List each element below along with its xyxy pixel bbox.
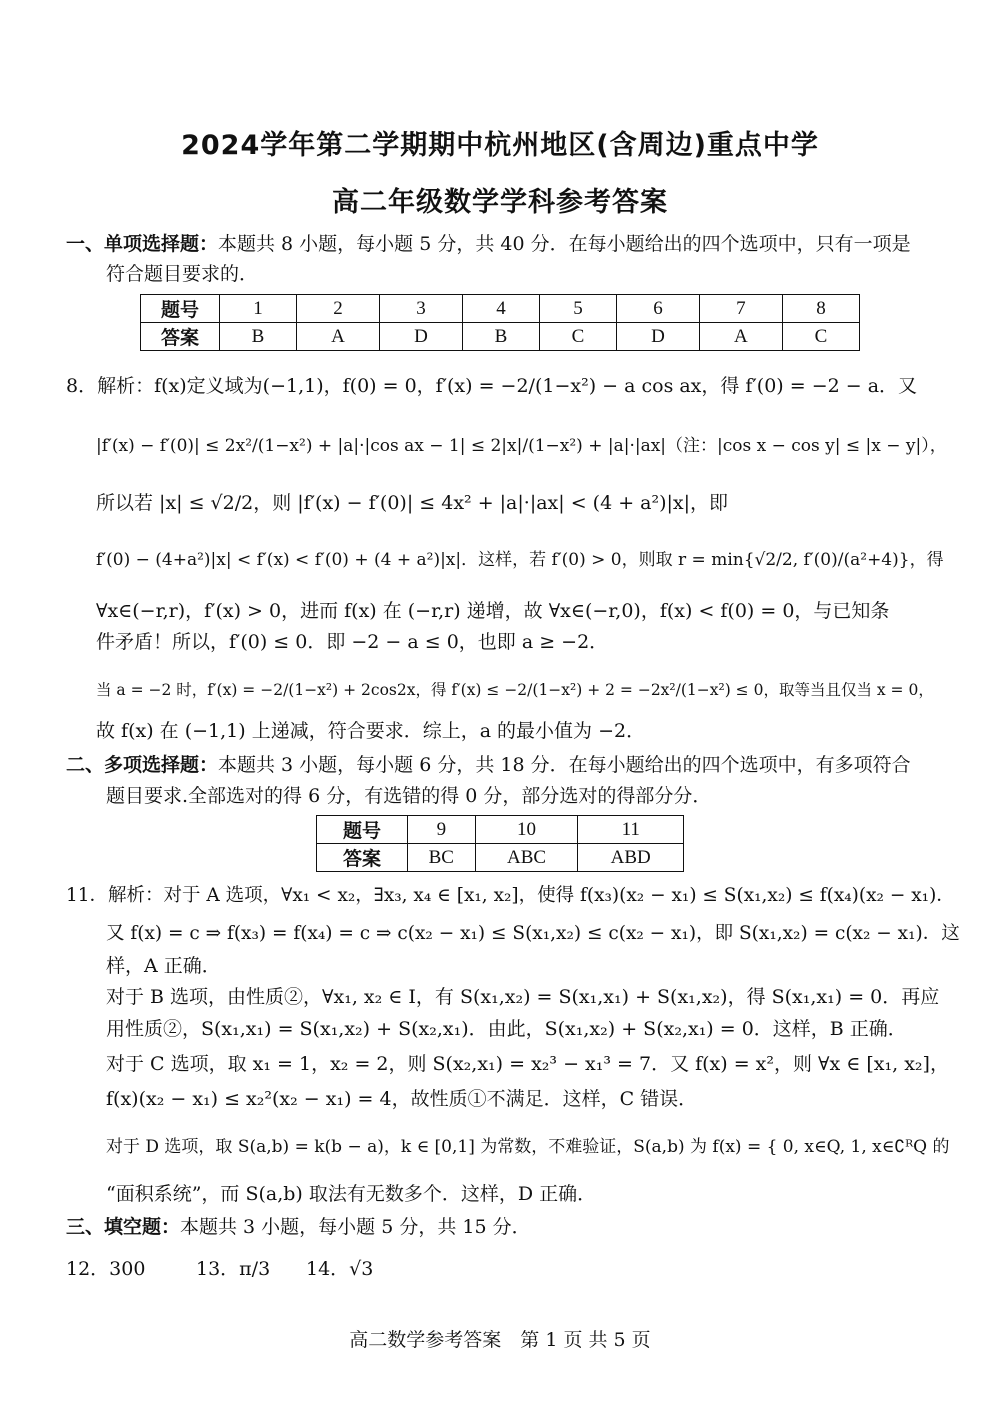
q8-line-6: 件矛盾！所以，f′(0) ≤ 0．即 −2 − a ≤ 0，也即 a ≥ −2． [96, 631, 609, 653]
q11-line-6: 对于 C 选项，取 x₁ = 1，x₂ = 2，则 S(x₂,x₁) = x₂³ − x₁³ = 7．又 f(x) = x²，则 ∀x ∈ [x₁, x₂]， [106, 1053, 949, 1075]
table-cell: A [699, 323, 782, 351]
table-header-answer: 答案 [317, 844, 408, 872]
table-cell: 2 [297, 295, 380, 323]
section2-label: 二、多项选择题： [66, 754, 219, 776]
table-cell: BC [408, 844, 476, 872]
answer-table-1 [140, 294, 860, 351]
table-cell: 11 [578, 816, 684, 844]
page-footer: 高二数学参考答案 第 1 页 共 5 页 [349, 1329, 651, 1351]
q8-line-7: 当 a = −2 时，f′(x) = −2/(1−x²) + 2cos2x，得 f′(x) ≤ −2/(1−x²) + 2 = −2x²/(1−x²) ≤ 0，取等当且仅当 x = 0， [96, 681, 934, 699]
table-cell: ABD [578, 844, 684, 872]
table-cell: C [782, 323, 859, 351]
section2-heading [66, 751, 911, 779]
q11-line-4: 对于 B 选项，由性质②，∀x₁, x₂ ∈ I，有 S(x₁,x₂) = S(x₁,x₁) + S(x₁,x₂)，得 S(x₁,x₁) = 0．再应 [106, 986, 940, 1008]
q11-line-2: 又 f(x) = c ⇒ f(x₃) = f(x₄) = c ⇒ c(x₂ − x₁) ≤ S(x₁,x₂) ≤ c(x₂ − x₁)，即 S(x₁,x₂) = c(x₂ − x₁)．这 [106, 923, 960, 944]
section1-label: 一、单项选择题： [66, 233, 219, 255]
section1-heading [66, 230, 911, 258]
title-line-1: 2024学年第二学期期中杭州地区(含周边)重点中学 [181, 130, 819, 161]
table-cell: B [462, 323, 539, 351]
section2-desc1: 本题共 3 小题，每小题 6 分，共 18 分．在每小题给出的四个选项中，有多项符合 [218, 754, 911, 776]
table-cell: 7 [699, 295, 782, 323]
q8-line-2: |f′(x) − f′(0)| ≤ 2x²/(1−x²) + |a|·|cos ax − 1| ≤ 2|x|/(1−x²) + |a|·|ax|（注：|cos x − cos y| ≤ |x − y|）， [96, 436, 947, 456]
table-cell: C [539, 323, 616, 351]
table-cell: B [220, 323, 297, 351]
q11-line-9: “面积系统”，而 S(a,b) 取法有无数多个．这样，D 正确． [106, 1183, 597, 1205]
table-cell: 4 [462, 295, 539, 323]
table-cell: 10 [475, 816, 578, 844]
table-cell: 8 [782, 295, 859, 323]
section3-desc: 本题共 3 小题，每小题 5 分，共 15 分． [180, 1216, 531, 1238]
answer-14: 14．√3 [306, 1258, 374, 1280]
answer-13: 13．π/3 [196, 1258, 271, 1280]
table-row [317, 816, 684, 844]
q8-line-1: 8．解析：f(x)定义域为(−1,1)，f(0) = 0，f′(x) = −2/(1−x²) − a cos ax，得 f′(0) = −2 − a．又 [66, 375, 918, 397]
q11-line-5: 用性质②，S(x₁,x₁) = S(x₁,x₂) + S(x₂,x₁)．由此，S(x₁,x₂) + S(x₂,x₁) = 0．这样，B 正确． [106, 1018, 907, 1040]
answer-table-2 [316, 815, 684, 872]
table-row [141, 323, 860, 351]
table-cell: ABC [475, 844, 578, 872]
table-cell: 5 [539, 295, 616, 323]
answer-12: 12．300 [66, 1258, 146, 1280]
table-row [317, 844, 684, 872]
section1-desc2: 符合题目要求的． [106, 263, 259, 285]
q11-line-1: 11．解析：对于 A 选项，∀x₁ < x₂，∃x₃, x₄ ∈ [x₁, x₂]，使得 f(x₃)(x₂ − x₁) ≤ S(x₁,x₂) ≤ f(x₄)(x₂ − x₁)． [66, 885, 955, 906]
table-cell: 1 [220, 295, 297, 323]
table-cell: 9 [408, 816, 476, 844]
section2-desc2: 题目要求.全部选对的得 6 分，有选错的得 0 分，部分选对的得部分分． [106, 785, 712, 807]
q8-line-8: 故 f(x) 在 (−1,1) 上递减，符合要求．综上，a 的最小值为 −2． [96, 720, 646, 742]
table-header-number: 题号 [141, 295, 220, 323]
q11-line-7: f(x)(x₂ − x₁) ≤ x₂²(x₂ − x₁) = 4，故性质①不满足．这样，C 错误． [106, 1088, 698, 1110]
title-line-2: 高二年级数学学科参考答案 [332, 187, 668, 218]
table-cell: A [297, 323, 380, 351]
q8-line-3: 所以若 |x| ≤ √2/2，则 |f′(x) − f′(0)| ≤ 4x² + |a|·|ax| < (4 + a²)|x|，即 [96, 492, 729, 514]
q8-line-5: ∀x∈(−r,r)，f′(x) > 0，进而 f(x) 在 (−r,r) 递增，故 ∀x∈(−r,0)，f(x) < f(0) = 0，与已知条 [96, 600, 890, 622]
table-cell: 6 [617, 295, 700, 323]
table-header-number: 题号 [317, 816, 408, 844]
table-cell: D [379, 323, 462, 351]
table-cell: 3 [379, 295, 462, 323]
section1-desc1: 本题共 8 小题，每小题 5 分，共 40 分．在每小题给出的四个选项中，只有一项是 [218, 233, 911, 255]
table-row [141, 295, 860, 323]
section3-label: 三、填空题： [66, 1216, 181, 1238]
q11-line-3: 样，A 正确． [106, 955, 221, 977]
table-cell: D [617, 323, 700, 351]
q11-line-8: 对于 D 选项，取 S(a,b) = k(b − a)，k ∈ [0,1] 为常数，不难验证，S(a,b) 为 f(x) = { 0, x∈Q, 1, x∈∁ᴿQ 的 [106, 1137, 950, 1157]
table-header-answer: 答案 [141, 323, 220, 351]
section3-heading [66, 1213, 531, 1241]
q8-line-4: f′(0) − (4+a²)|x| < f′(x) < f′(0) + (4 + a²)|x|．这样，若 f′(0) > 0，则取 r = min{√2/2, f′(0)/(a²+4)}，得 [96, 550, 944, 570]
